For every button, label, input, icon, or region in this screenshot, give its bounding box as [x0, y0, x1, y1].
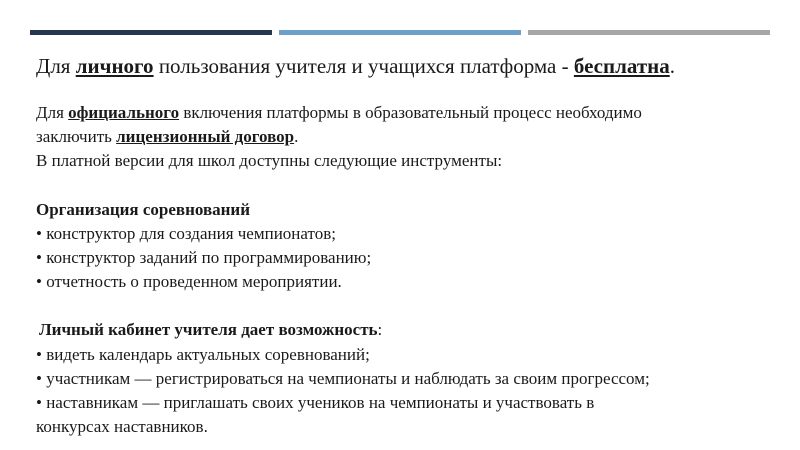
list-item: • конструктор для создания чемпионатов;: [36, 223, 336, 243]
headline-text: пользования учителя и учащихся платформа -: [153, 54, 574, 78]
text-run: включения платформы в образовательный процесс необходимо: [179, 103, 642, 122]
text-run: .: [294, 127, 299, 147]
text-run: :: [377, 320, 383, 340]
text-run: заключить: [36, 127, 117, 147]
spacer: [36, 294, 776, 318]
decorative-top-bars: [30, 30, 770, 35]
intro-line-1: [36, 101, 776, 125]
top-bar-blue: [279, 30, 521, 35]
slide-headline: [36, 53, 776, 79]
list-item-continuation: конкурсах наставников.: [36, 417, 208, 437]
list-item: • участникам — регистрироваться на чемпионаты и наблюдать за своим прогрессом;: [36, 368, 650, 388]
text-run: Для: [36, 103, 69, 122]
cabinet-heading-line: [36, 318, 776, 342]
top-bar-dark: [30, 30, 272, 35]
spacer: [36, 174, 776, 198]
list-item: • конструктор заданий по программированию;: [36, 248, 372, 268]
intro-line-3: В платной версии для школ доступны следующие инструменты:: [36, 151, 503, 171]
intro-line-2: [36, 125, 776, 149]
competitions-heading: Организация соревнований: [36, 199, 251, 219]
emphasis-license-agreement: лицензионный договор: [116, 127, 295, 147]
emphasis-official: официального: [68, 103, 180, 122]
top-bar-gray: [528, 30, 770, 35]
headline-text: .: [669, 54, 675, 78]
headline-emphasis-personal: личного: [75, 54, 154, 78]
list-item: • отчетность о проведенном мероприятии.: [36, 272, 342, 292]
list-item: • видеть календарь актуальных соревнований;: [36, 344, 370, 364]
list-item: • наставникам — приглашать своих учеников на чемпионаты и участвовать в: [36, 393, 595, 413]
cabinet-heading: Личный кабинет учителя дает возможность: [39, 320, 378, 340]
slide-body: [36, 101, 776, 439]
headline-emphasis-free: бесплатна: [573, 54, 670, 78]
headline-text: Для: [36, 54, 76, 78]
